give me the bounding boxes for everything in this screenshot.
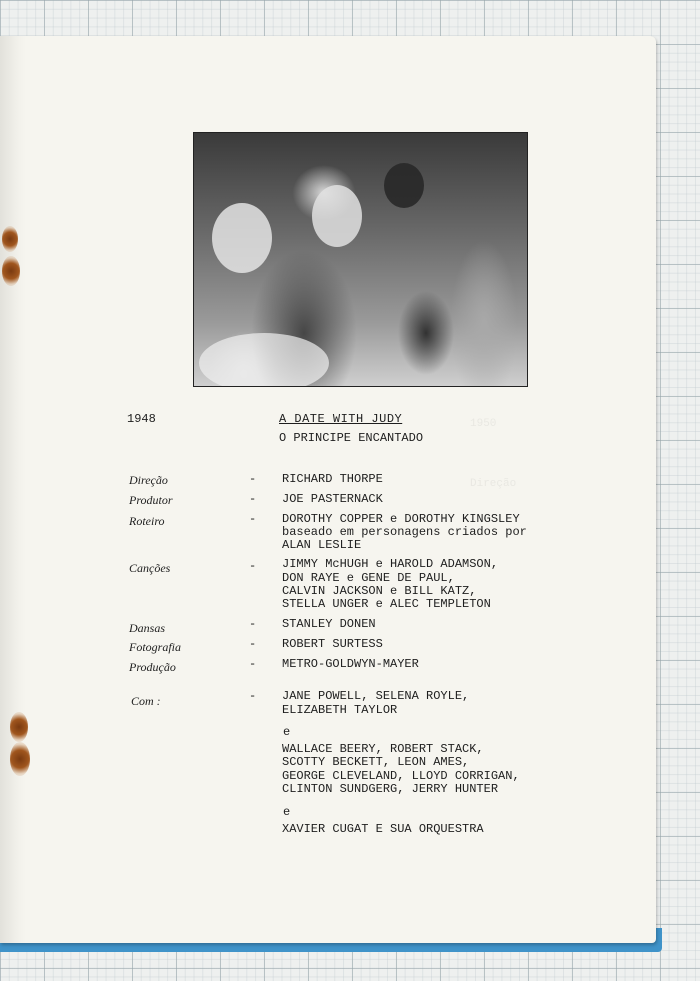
rust-stain — [10, 712, 28, 742]
film-subtitle: O PRINCIPE ENCANTADO — [279, 431, 424, 445]
credit-value: baseado em personagens criados por — [282, 525, 527, 539]
film-year: 1948 — [127, 412, 156, 426]
cast-line: ELIZABETH TAYLOR — [282, 703, 398, 717]
credit-dash: - — [249, 559, 257, 573]
credit-label: Produção — [129, 660, 176, 674]
credit-dash: - — [249, 492, 257, 506]
credit-value: ALAN LESLIE — [282, 538, 362, 552]
show-through-text: 1950 — [470, 418, 497, 430]
credit-value: ROBERT SURTESS — [282, 637, 383, 651]
photo-figure-woman-left — [212, 203, 272, 273]
credit-label: Direção — [129, 473, 168, 487]
page-fold-shadow — [0, 36, 26, 943]
photo-table-glasses — [199, 333, 329, 387]
show-through-text: Direção — [470, 478, 517, 490]
credit-dash: - — [249, 637, 257, 651]
credit-value: JOE PASTERNACK — [282, 492, 383, 506]
rust-stain — [10, 742, 30, 776]
credit-value: RICHARD THORPE — [282, 472, 383, 486]
credit-value: METRO-GOLDWYN-MAYER — [282, 657, 419, 671]
credit-value: DOROTHY COPPER e DOROTHY KINGSLEY — [282, 512, 520, 526]
film-still-photo — [193, 132, 528, 387]
cast-and: e — [283, 725, 291, 739]
photo-figure-man-head — [312, 185, 362, 247]
rust-stain — [2, 256, 20, 286]
credit-label: Roteiro — [129, 514, 165, 528]
cast-line: JANE POWELL, SELENA ROYLE, — [282, 689, 470, 703]
cast-line: WALLACE BEERY, ROBERT STACK, — [282, 742, 484, 756]
credit-value: JIMMY McHUGH e HAROLD ADAMSON, — [282, 557, 499, 571]
credit-label: Canções — [129, 561, 171, 575]
credit-dash: - — [249, 617, 257, 631]
cast-line: SCOTTY BECKETT, LEON AMES, — [282, 755, 470, 769]
credit-label: Produtor — [129, 493, 173, 507]
credit-value: CALVIN JACKSON e BILL KATZ, — [282, 584, 477, 598]
credit-dash: - — [249, 472, 257, 486]
credit-label: Fotografia — [129, 640, 182, 654]
credit-value: STELLA UNGER e ALEC TEMPLETON — [282, 597, 491, 611]
cast-line: XAVIER CUGAT E SUA ORQUESTRA — [282, 822, 484, 836]
film-title: A DATE WITH JUDY — [279, 412, 403, 426]
cast-line: GEORGE CLEVELAND, LLOYD CORRIGAN, — [282, 769, 520, 783]
cast-dash: - — [249, 689, 257, 703]
credit-value: DON RAYE e GENE DE PAUL, — [282, 571, 455, 585]
cast-and: e — [283, 805, 291, 819]
cast-label: Com : — [131, 694, 161, 708]
credit-value: STANLEY DONEN — [282, 617, 376, 631]
credit-label: Dansas — [129, 621, 166, 635]
cast-line: CLINTON SUNDGERG, JERRY HUNTER — [282, 782, 499, 796]
credit-dash: - — [249, 512, 257, 526]
rust-stain — [2, 226, 18, 252]
photo-figure-woman-right — [384, 163, 424, 208]
credit-dash: - — [249, 657, 257, 671]
